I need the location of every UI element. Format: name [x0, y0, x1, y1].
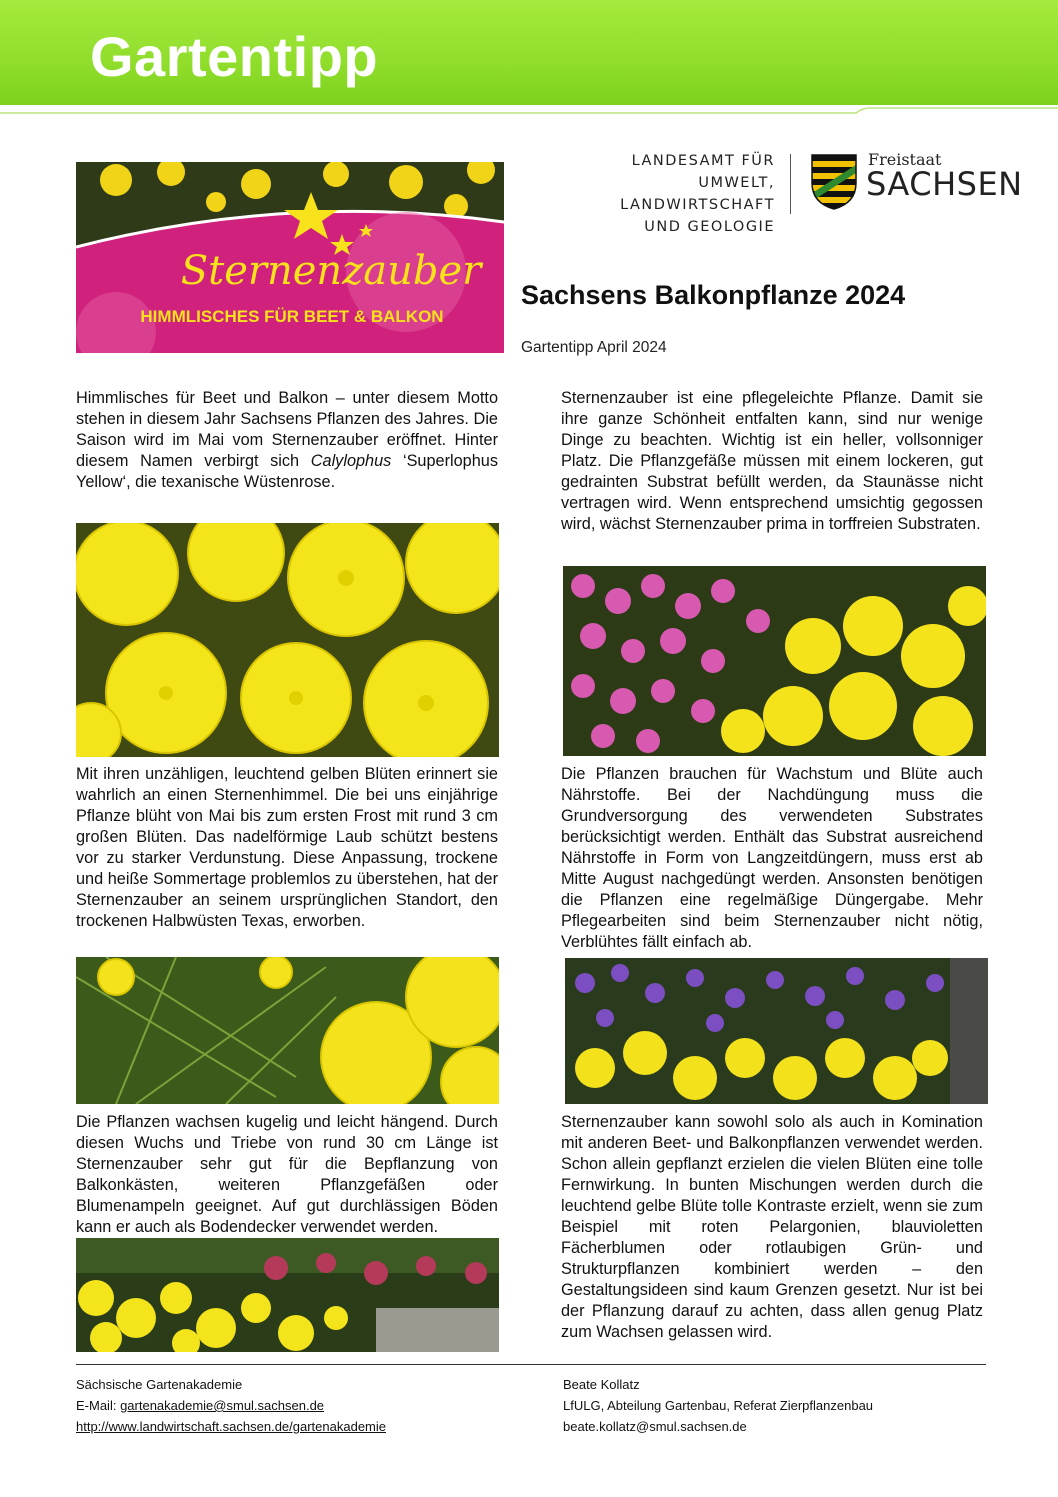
lfulg-line-2: LANDWIRTSCHAFT: [620, 197, 775, 213]
right-paragraph-3: Sternenzauber kann sowohl solo als auch in Komination mit anderen Beet- und Balkonpflanzen verwendet werden. Schon allein gepflanzt erzielen die vielen Blüten eine tolle Fernwirkung. In bunten Mischungen werden durch die leuchtend gelbe Blüte tolle Kontraste erzielt, wenn sie zum Beispiel mit roten Pelargonien, blauvioletten Fächerblumen oder rotlaubigen Grün- und Strukturpflanzen kombiniert werden – den Gestaltungsideen sind kaum Grenzen gesetzt. Nur ist bei der Pflanzung darauf zu achten, dass allen genug Platz zum Wachsen gelassen wird.: [561, 1113, 983, 1341]
footer-author-dept: LfULG, Abteilung Gartenbau, Referat Zierpflanzenbau: [563, 1398, 874, 1413]
saxony-coat-of-arms-icon: [810, 153, 858, 211]
lfulg-logo: [560, 150, 775, 238]
footer-right: [563, 1374, 873, 1437]
page-subtitle: Gartentipp April 2024: [521, 339, 667, 356]
photo-yellow-flowers-closeup: [76, 523, 499, 757]
right-paragraph-1: Sternenzauber ist eine pflegeleichte Pflanze. Damit sie ihre ganze Schönheit entfalten kann, sind nur wenige Dinge zu beachten. Wichtig ist ein heller, vollsonniger Platz. Die Pflanzgefäße müssen mit einem lockeren, gut gedrainten Substrat befüllt werden, da Staunässe nicht vertragen wird. Wenn entsprechend umsichtig gegossen wird, wächst Sternenzauber prima in torffreien Substraten.: [561, 389, 983, 533]
left-p1-text-a: Himmlisches für Beet und Balkon – unter diesem Motto stehen in diesem Jahr Sachsens Pflanzen des Jahres. Die Saison wird im Mai vom Sternenzauber eröffnet. Hinter diesem Namen verbirgt sich: [76, 389, 498, 470]
photo-yellow-bed-planting: [76, 1238, 499, 1352]
right-paragraph-2: Die Pflanzen brauchen für Wachstum und Blüte auch Nährstoffe. Bei der Nachdüngung muss die Grundversorgung des verwendeten Substrates berücksichtigt werden. Enthält das Substrat ausreichend Nährstoffe in Form von Langzeitdüngern, muss erst ab Mitte August nachgedüngt werden. Ansonsten benötigen die Pflanzen eine regelmäßige Düngergabe. Mehr Pflegearbeiten sind beim Sternenzauber nicht nötig, Verblühtes fällt einfach ab.: [561, 765, 983, 951]
footer-email-label: E-Mail:: [76, 1398, 121, 1413]
footer-org: Sächsische Gartenakademie: [76, 1377, 243, 1392]
banner-artwork: [76, 162, 504, 353]
footer-email-link[interactable]: gartenakademie@smul.sachsen.de: [120, 1398, 325, 1413]
photo-pink-and-yellow-flowers: [563, 566, 986, 756]
footer-author-email: beate.kollatz@smul.sachsen.de: [563, 1419, 747, 1434]
page-title: Sachsens Balkonpflanze 2024: [521, 280, 906, 310]
logo-divider: [790, 154, 791, 214]
sternenzauber-banner: [76, 162, 504, 353]
footer-left: [76, 1374, 386, 1437]
header-title: Gartentipp: [90, 25, 379, 88]
footer-url-link[interactable]: http://www.landwirtschaft.sachsen.de/gartenakademie: [76, 1419, 387, 1434]
freistaat-label: Freistaat: [868, 150, 942, 169]
lfulg-line-1: LANDESAMT FÜR UMWELT,: [631, 153, 775, 191]
left-p1-italic: Calylophus: [310, 452, 392, 470]
footer-divider: [76, 1364, 986, 1365]
sachsen-label: SACHSEN: [866, 165, 1023, 203]
banner-subtitle: HIMMLISCHES FÜR BEET & BALKON: [140, 307, 444, 326]
photo-yellow-and-violet-bed: [565, 958, 988, 1104]
header-curve: [0, 96, 1058, 126]
left-paragraph-3: Die Pflanzen wachsen kugelig und leicht hängend. Durch diesen Wuchs und Triebe von rund 30 cm Länge ist Sternenzauber sehr gut für die Bepflanzung von Balkonkästen, weiteren Pflanzgefäßen oder Blumenampeln geeignet. Auf gut durchlässigen Böden kann er auch als Bodendecker verwendet werden.: [76, 1113, 498, 1236]
left-paragraph-2: Mit ihren unzähligen, leuchtend gelben Blüten erinnert sie wahrlich an einen Sternenhimmel. Die bei uns einjährige Pflanze blüht von Mai bis zum ersten Frost mit rund 3 cm großen Blüten. Das nadelförmige Laub schützt bestens vor zu starker Verdunstung. Diese Anpassung, trockene und heiße Sommertage problemlos zu überstehen, hat der Sternenzauber an seinem ursprünglichen Standort, den trockenen Halbwüsten Texas, erworben.: [76, 765, 498, 930]
lfulg-line-3: UND GEOLOGIE: [644, 219, 775, 235]
left-paragraph-1: [76, 388, 498, 493]
footer-author-name: Beate Kollatz: [563, 1377, 640, 1392]
photo-yellow-flowers-foliage: [76, 957, 499, 1104]
banner-script-title: Sternenzauber: [180, 248, 482, 294]
left-p1-text-b: ‘Superlophus Yellow‘, die texanische Wüstenrose.: [76, 452, 498, 491]
footer-email-line: [76, 1395, 386, 1416]
